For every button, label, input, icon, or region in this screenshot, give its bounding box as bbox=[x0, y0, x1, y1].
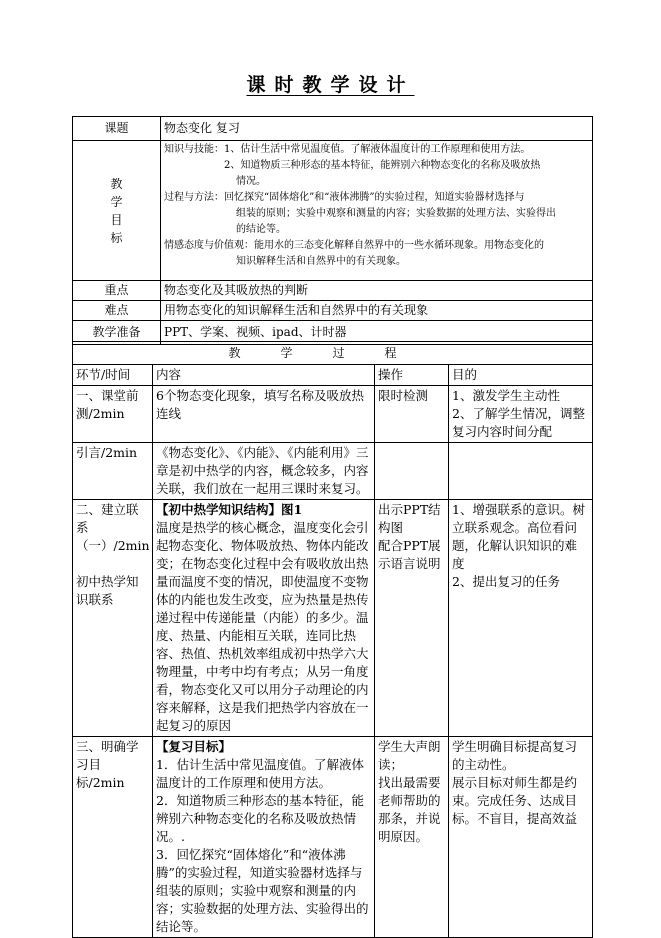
purpose-cell: 学生明确目标提高复习的主动性。 展示目标对师生都是约束。完成任务、达成目标。不盲目，提高效益 bbox=[449, 737, 593, 938]
operation-cell: 限时检测 bbox=[375, 386, 449, 443]
content-cell bbox=[153, 737, 375, 938]
objective-num: 1、 bbox=[224, 144, 241, 155]
content-cell bbox=[153, 500, 375, 737]
column-header-operation: 操作 bbox=[375, 365, 449, 386]
stage-title: 二、建立联系（一）/2min bbox=[76, 502, 150, 553]
column-header-stage: 环节/时间 bbox=[73, 365, 153, 386]
objective-num: 2、 bbox=[224, 160, 241, 171]
page-title: 课时教学设计 bbox=[246, 74, 415, 96]
objective-text: 能用水的三态变化解释自然界中的一些水循环现象。用物态变化的 bbox=[254, 240, 544, 251]
objective-key: 过程与方法： bbox=[164, 192, 224, 203]
objective-key: 知识与技能： bbox=[164, 144, 224, 155]
purpose-cell: 1、激发学生主动性 2、了解学生情况，调整复习内容时间分配 bbox=[449, 386, 593, 443]
content-title: 【初中热学知识结构】图1 bbox=[156, 502, 303, 517]
objective-line: 知识解释生活和自然界中的有关现象。 bbox=[236, 256, 406, 267]
stage-cell: 一、课堂前测/2min bbox=[73, 386, 153, 443]
objective-line bbox=[164, 238, 589, 254]
objective-line bbox=[164, 158, 589, 174]
stage-cell bbox=[73, 500, 153, 737]
operation-cell: 学生大声朗读； 找出最需要老师帮助的那条，并说明原因。 bbox=[375, 737, 449, 938]
stage-cell: 三、明确学习目标/2min bbox=[73, 737, 153, 938]
content-cell: 《物态变化》、《内能》、《内能利用》三章是初中热学的内容，概念较多，内容关联，我们放在一起用三课时来复习。 bbox=[153, 443, 375, 500]
objective-text: 估计生活中常见温度值。了解液体温度计的工作原理和使用方法。 bbox=[240, 144, 531, 155]
table-row bbox=[73, 737, 593, 938]
lesson-info-table bbox=[72, 116, 593, 345]
key-point-value: 物态变化及其吸放热的判断 bbox=[161, 281, 593, 301]
process-header: 教学过程 bbox=[73, 342, 593, 365]
objectives-cell bbox=[161, 141, 593, 281]
content-text: 温度是热学的核心概念，温度变化会引起物态变化、物体吸放热、物体内能改变；在物态变化过程中会有吸收放出热量而温度不变的情况，即使温度不变物体的内能也发生改变，应为热量是热传递过程中传递能量（内能）的多少。温度、热量、内能相互关联，连同比热容、热值、热机效率组成初中热学六大物理量，中考中均有考点；从另一角度看，物态变化又可以用分子动理论的内容来解释，这是我们把热学内容放在一起复习的原因 bbox=[156, 520, 369, 733]
key-point-label: 重点 bbox=[73, 281, 161, 301]
teaching-process-table bbox=[72, 341, 593, 938]
operation-cell bbox=[375, 443, 449, 500]
objective-line: 的结论等。 bbox=[236, 224, 286, 235]
table-row bbox=[73, 500, 593, 737]
difficulty-value: 用物态变化的知识解释生活和自然界中的有关现象 bbox=[161, 301, 593, 321]
content-title: 【复习目标】 bbox=[156, 739, 232, 754]
objective-line: 情况。 bbox=[236, 176, 266, 187]
objectives-label bbox=[73, 141, 161, 281]
objective-text: 知道物质三种形态的基本特征，能辨别六种物态变化的名称及吸放热 bbox=[240, 160, 541, 171]
stage-extra: 初中热学知识联系 bbox=[76, 574, 139, 607]
difficulty-label: 难点 bbox=[73, 301, 161, 321]
content-cell: 6个物态变化现象，填写名称及吸放热连线 bbox=[153, 386, 375, 443]
preparation-value: PPT、学案、视频、ipad、计时器 bbox=[161, 321, 593, 345]
purpose-cell: 1、增强联系的意识。树立联系观念。高位看问题，化解认识知识的难度 2、提出复习的任务 bbox=[449, 500, 593, 737]
objective-line bbox=[164, 142, 589, 158]
topic-label: 课题 bbox=[73, 117, 161, 141]
objectives-label-char: 标 bbox=[110, 230, 123, 245]
purpose-cell bbox=[449, 443, 593, 500]
objective-line: 组装的原则；实验中观察和测量的内容；实验数据的处理方法、实验得出 bbox=[236, 208, 556, 219]
objective-key: 情感态度与价值观： bbox=[164, 240, 254, 251]
table-row bbox=[73, 443, 593, 500]
objective-line bbox=[164, 190, 589, 206]
objective-text: 回忆探究“固体熔化”和“液体沸腾”的实验过程，知道实验器材选择与 bbox=[224, 192, 525, 203]
objectives-label-char: 教 bbox=[110, 176, 123, 191]
column-header-purpose: 目的 bbox=[449, 365, 593, 386]
objectives-label-char: 学 bbox=[110, 194, 123, 209]
content-text: 1．估计生活中常见温度值。了解液体温度计的工作原理和使用方法。 2．知道物质三种形态的基本特征，能辨别六种物态变化的名称及吸放热情况。. 3．回忆探究“固体熔化”和“液体沸腾”的实验过程，知道实验器材选择与组装的原则；实验中观察和测量的内容；实验数据的处理方法、实验得出的结论等。 bbox=[156, 757, 369, 934]
table-row bbox=[73, 386, 593, 443]
preparation-label: 教学准备 bbox=[73, 321, 161, 345]
column-header-content: 内容 bbox=[153, 365, 375, 386]
operation-cell: 出示PPT结构图 配合PPT展示语言说明 bbox=[375, 500, 449, 737]
topic-value: 物态变化 复习 bbox=[161, 117, 593, 141]
stage-cell: 引言/2min bbox=[73, 443, 153, 500]
objectives-label-char: 目 bbox=[110, 212, 123, 227]
